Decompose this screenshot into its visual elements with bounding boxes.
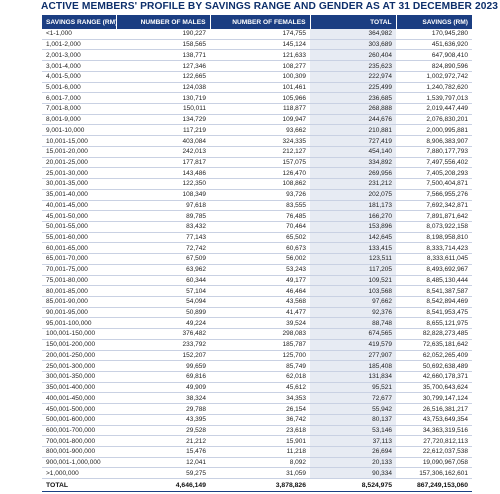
cell-number-of-females: 105,966: [210, 93, 310, 104]
column-header-total: TOTAL: [310, 15, 396, 29]
cell-savings-range: 65,001-70,000: [42, 254, 116, 265]
table-row: [42, 447, 472, 458]
cell-number-of-females: 34,353: [210, 393, 310, 404]
cell-number-of-males: 158,565: [116, 39, 210, 50]
cell-number-of-females: 108,862: [210, 179, 310, 190]
cell-number-of-females: 39,524: [210, 318, 310, 329]
cell-savings: 2,019,447,449: [396, 104, 472, 115]
savings-table: [42, 15, 472, 492]
cell-total: 37,113: [310, 436, 396, 447]
cell-number-of-males: 242,013: [116, 146, 210, 157]
cell-number-of-males: 150,011: [116, 104, 210, 115]
table-row: [42, 168, 472, 179]
cell-number-of-males: 152,207: [116, 350, 210, 361]
cell-savings-range: 80,001-85,000: [42, 286, 116, 297]
cell-total: 166,270: [310, 211, 396, 222]
cell-savings: 7,497,556,402: [396, 157, 472, 168]
cell-savings: 34,363,319,516: [396, 425, 472, 436]
cell-number-of-females: 36,742: [210, 414, 310, 425]
cell-savings-range: 500,001-600,000: [42, 414, 116, 425]
cell-number-of-males: 49,224: [116, 318, 210, 329]
cell-number-of-males: 60,344: [116, 275, 210, 286]
cell-savings: 8,906,383,907: [396, 136, 472, 147]
cell-savings-range: 30,001-35,000: [42, 179, 116, 190]
cell-number-of-males: 143,486: [116, 168, 210, 179]
cell-number-of-males: 99,659: [116, 361, 210, 372]
cell-savings-range: 200,001-250,000: [42, 350, 116, 361]
cell-number-of-females: 43,568: [210, 296, 310, 307]
table-row: [42, 318, 472, 329]
cell-savings-range: 7,001-8,000: [42, 104, 116, 115]
cell-savings-range: 5,001-6,000: [42, 82, 116, 93]
cell-number-of-males: 49,909: [116, 382, 210, 393]
cell-total: 53,146: [310, 425, 396, 436]
cell-number-of-females: 31,059: [210, 468, 310, 479]
cell-number-of-males: 89,785: [116, 211, 210, 222]
cell-number-of-males: 108,349: [116, 189, 210, 200]
cell-number-of-males: 63,962: [116, 264, 210, 275]
cell-savings: 7,405,208,293: [396, 168, 472, 179]
cell-savings-range: 250,001-300,000: [42, 361, 116, 372]
table-row: [42, 382, 472, 393]
cell-number-of-females: 100,309: [210, 71, 310, 82]
page-title: ACTIVE MEMBERS' PROFILE BY SAVINGS RANGE AND GENDER AS AT 31 DECEMBER 2023: [41, 1, 499, 12]
cell-savings: 8,333,611,045: [396, 254, 472, 265]
cell-number-of-males: 83,432: [116, 221, 210, 232]
cell-number-of-females: 60,673: [210, 243, 310, 254]
table-row: [42, 296, 472, 307]
cell-number-of-males: 72,742: [116, 243, 210, 254]
cell-savings-range: 4,001-5,000: [42, 71, 116, 82]
cell-number-of-females: 49,177: [210, 275, 310, 286]
table-row: [42, 372, 472, 383]
table-row: [42, 39, 472, 50]
cell-number-of-females: 26,154: [210, 404, 310, 415]
cell-number-of-females: 108,277: [210, 61, 310, 72]
table-row: [42, 114, 472, 125]
cell-number-of-males: 57,104: [116, 286, 210, 297]
cell-savings-range: 85,001-90,000: [42, 296, 116, 307]
cell-number-of-females: 23,618: [210, 425, 310, 436]
cell-savings-range: 95,001-100,000: [42, 318, 116, 329]
cell-savings-range: 8,001-9,000: [42, 114, 116, 125]
cell-savings: 647,908,410: [396, 50, 472, 61]
cell-savings: 8,485,130,444: [396, 275, 472, 286]
cell-savings: 8,198,958,810: [396, 232, 472, 243]
cell-total: 109,521: [310, 275, 396, 286]
cell-number-of-females: 93,726: [210, 189, 310, 200]
cell-number-of-males: 38,324: [116, 393, 210, 404]
cell-savings-range: 45,001-50,000: [42, 211, 116, 222]
cell-total: 303,689: [310, 39, 396, 50]
cell-savings: 72,635,181,642: [396, 339, 472, 350]
cell-number-of-females: 46,464: [210, 286, 310, 297]
table-row: [42, 339, 472, 350]
cell-number-of-females: 298,083: [210, 329, 310, 340]
cell-number-of-males: 117,219: [116, 125, 210, 136]
cell-number-of-males: 69,816: [116, 372, 210, 383]
cell-number-of-females: 62,018: [210, 372, 310, 383]
total-row: [42, 479, 472, 492]
cell-savings-range: 400,001-450,000: [42, 393, 116, 404]
cell-number-of-females: 45,612: [210, 382, 310, 393]
cell-savings: 7,692,342,871: [396, 200, 472, 211]
cell-savings-range: 70,001-75,000: [42, 264, 116, 275]
cell-total: 244,676: [310, 114, 396, 125]
cell-number-of-males: 12,041: [116, 457, 210, 468]
total-females: 3,878,826: [210, 479, 310, 492]
table-footer: [42, 479, 472, 492]
cell-total: 55,942: [310, 404, 396, 415]
cell-savings-range: 6,001-7,000: [42, 93, 116, 104]
table-row: [42, 350, 472, 361]
table-row: [42, 50, 472, 61]
cell-number-of-males: 124,038: [116, 82, 210, 93]
cell-total: 72,677: [310, 393, 396, 404]
cell-total: 92,376: [310, 307, 396, 318]
cell-number-of-females: 65,502: [210, 232, 310, 243]
table-row: [42, 93, 472, 104]
cell-number-of-females: 212,127: [210, 146, 310, 157]
cell-total: 334,892: [310, 157, 396, 168]
cell-total: 231,212: [310, 179, 396, 190]
table-row: [42, 414, 472, 425]
cell-savings: 26,516,381,217: [396, 404, 472, 415]
cell-total: 225,499: [310, 82, 396, 93]
table-row: [42, 232, 472, 243]
cell-number-of-females: 109,947: [210, 114, 310, 125]
cell-number-of-females: 41,477: [210, 307, 310, 318]
cell-total: 131,834: [310, 372, 396, 383]
cell-savings-range: 350,001-400,000: [42, 382, 116, 393]
table-row: [42, 179, 472, 190]
table-row: [42, 404, 472, 415]
cell-total: 123,511: [310, 254, 396, 265]
cell-savings: 42,660,178,371: [396, 372, 472, 383]
table-row: [42, 264, 472, 275]
cell-savings: 22,612,037,538: [396, 447, 472, 458]
cell-savings-range: 35,001-40,000: [42, 189, 116, 200]
cell-number-of-males: 50,899: [116, 307, 210, 318]
cell-savings: 170,945,280: [396, 29, 472, 39]
cell-number-of-females: 8,092: [210, 457, 310, 468]
table-row: [42, 457, 472, 468]
cell-savings: 451,636,920: [396, 39, 472, 50]
cell-savings-range: <1-1,000: [42, 29, 116, 39]
cell-number-of-females: 324,335: [210, 136, 310, 147]
cell-number-of-females: 125,700: [210, 350, 310, 361]
cell-total: 419,579: [310, 339, 396, 350]
cell-number-of-females: 185,787: [210, 339, 310, 350]
cell-savings-range: 25,001-30,000: [42, 168, 116, 179]
cell-savings-range: 300,001-350,000: [42, 372, 116, 383]
cell-total: 95,521: [310, 382, 396, 393]
cell-total: 153,896: [310, 221, 396, 232]
cell-total: 142,645: [310, 232, 396, 243]
cell-number-of-females: 145,124: [210, 39, 310, 50]
cell-savings: 27,720,812,113: [396, 436, 472, 447]
table-row: [42, 275, 472, 286]
total-males: 4,646,149: [116, 479, 210, 492]
cell-number-of-females: 56,002: [210, 254, 310, 265]
cell-savings-range: 2,001-3,000: [42, 50, 116, 61]
cell-savings: 8,073,922,158: [396, 221, 472, 232]
table-row: [42, 136, 472, 147]
table-row: [42, 361, 472, 372]
table-row: [42, 125, 472, 136]
cell-savings: 8,333,714,423: [396, 243, 472, 254]
cell-savings: 62,052,265,409: [396, 350, 472, 361]
cell-number-of-males: 59,275: [116, 468, 210, 479]
cell-total: 133,415: [310, 243, 396, 254]
cell-number-of-females: 93,662: [210, 125, 310, 136]
cell-number-of-males: 233,792: [116, 339, 210, 350]
cell-number-of-females: 70,464: [210, 221, 310, 232]
cell-savings: 8,493,692,967: [396, 264, 472, 275]
cell-savings-range: 3,001-4,000: [42, 61, 116, 72]
cell-number-of-males: 43,395: [116, 414, 210, 425]
cell-total: 26,694: [310, 447, 396, 458]
cell-savings: 8,541,953,475: [396, 307, 472, 318]
cell-number-of-males: 138,771: [116, 50, 210, 61]
cell-savings: 1,539,797,013: [396, 93, 472, 104]
cell-total: 727,419: [310, 136, 396, 147]
table-row: [42, 307, 472, 318]
cell-number-of-females: 126,470: [210, 168, 310, 179]
table-row: [42, 189, 472, 200]
cell-total: 88,748: [310, 318, 396, 329]
cell-total: 117,205: [310, 264, 396, 275]
cell-total: 454,140: [310, 146, 396, 157]
cell-savings-range: >1,000,000: [42, 468, 116, 479]
cell-savings-range: 150,001-200,000: [42, 339, 116, 350]
table-row: [42, 286, 472, 297]
cell-savings: 50,692,638,489: [396, 361, 472, 372]
cell-number-of-females: 174,755: [210, 29, 310, 39]
cell-number-of-males: 122,665: [116, 71, 210, 82]
cell-savings: 19,090,967,058: [396, 457, 472, 468]
cell-number-of-females: 157,075: [210, 157, 310, 168]
table-row: [42, 425, 472, 436]
cell-total: 90,334: [310, 468, 396, 479]
cell-savings: 8,541,387,587: [396, 286, 472, 297]
cell-savings-range: 40,001-45,000: [42, 200, 116, 211]
cell-number-of-males: 130,719: [116, 93, 210, 104]
cell-savings-range: 450,001-500,000: [42, 404, 116, 415]
cell-savings-range: 900,001-1,000,000: [42, 457, 116, 468]
cell-number-of-females: 83,555: [210, 200, 310, 211]
cell-total: 185,408: [310, 361, 396, 372]
cell-savings-range: 50,001-55,000: [42, 221, 116, 232]
cell-savings: 82,828,273,485: [396, 329, 472, 340]
column-header-savings: SAVINGS (RM): [396, 15, 472, 29]
cell-savings: 157,306,162,601: [396, 468, 472, 479]
cell-total: 277,907: [310, 350, 396, 361]
cell-number-of-males: 122,350: [116, 179, 210, 190]
cell-savings: 824,890,596: [396, 61, 472, 72]
cell-number-of-females: 11,218: [210, 447, 310, 458]
table-row: [42, 200, 472, 211]
table-row: [42, 468, 472, 479]
table-row: [42, 29, 472, 39]
cell-number-of-females: 15,901: [210, 436, 310, 447]
cell-number-of-females: 101,461: [210, 82, 310, 93]
table-row: [42, 82, 472, 93]
cell-savings: 43,753,649,354: [396, 414, 472, 425]
cell-number-of-males: 97,618: [116, 200, 210, 211]
cell-savings-range: 10,001-15,000: [42, 136, 116, 147]
cell-total: 364,982: [310, 29, 396, 39]
cell-number-of-females: 53,243: [210, 264, 310, 275]
cell-savings: 30,799,147,124: [396, 393, 472, 404]
cell-savings: 1,240,782,620: [396, 82, 472, 93]
total-label: TOTAL: [42, 479, 116, 492]
cell-savings-range: 75,001-80,000: [42, 275, 116, 286]
cell-number-of-males: 15,476: [116, 447, 210, 458]
cell-savings: 7,880,177,793: [396, 146, 472, 157]
cell-savings: 1,002,972,742: [396, 71, 472, 82]
cell-savings-range: 1,001-2,000: [42, 39, 116, 50]
table-row: [42, 61, 472, 72]
cell-number-of-males: 403,084: [116, 136, 210, 147]
cell-number-of-males: 29,788: [116, 404, 210, 415]
cell-number-of-males: 177,817: [116, 157, 210, 168]
cell-total: 222,974: [310, 71, 396, 82]
cell-total: 235,623: [310, 61, 396, 72]
cell-total: 97,662: [310, 296, 396, 307]
total-savings: 867,249,153,060: [396, 479, 472, 492]
cell-number-of-males: 77,143: [116, 232, 210, 243]
cell-total: 260,404: [310, 50, 396, 61]
table-header: [42, 15, 472, 29]
total-members: 8,524,975: [310, 479, 396, 492]
cell-savings-range: 90,001-95,000: [42, 307, 116, 318]
table-row: [42, 221, 472, 232]
table-row: [42, 436, 472, 447]
cell-total: 210,881: [310, 125, 396, 136]
cell-number-of-females: 121,633: [210, 50, 310, 61]
table-row: [42, 393, 472, 404]
table-row: [42, 157, 472, 168]
cell-number-of-males: 29,528: [116, 425, 210, 436]
cell-number-of-males: 21,212: [116, 436, 210, 447]
cell-number-of-males: 54,094: [116, 296, 210, 307]
column-header-number-of-males: NUMBER OF MALES: [116, 15, 210, 29]
cell-total: 103,568: [310, 286, 396, 297]
column-header-savings-range: SAVINGS RANGE (RM): [42, 15, 116, 29]
cell-total: 268,888: [310, 104, 396, 115]
table-row: [42, 71, 472, 82]
table-row: [42, 104, 472, 115]
table-row: [42, 211, 472, 222]
cell-savings: 2,000,995,881: [396, 125, 472, 136]
table-body: [42, 29, 472, 479]
cell-number-of-females: 118,877: [210, 104, 310, 115]
cell-total: 181,173: [310, 200, 396, 211]
cell-total: 202,075: [310, 189, 396, 200]
cell-total: 269,956: [310, 168, 396, 179]
cell-savings-range: 55,001-60,000: [42, 232, 116, 243]
cell-number-of-males: 127,346: [116, 61, 210, 72]
cell-total: 236,685: [310, 93, 396, 104]
cell-total: 20,133: [310, 457, 396, 468]
table-row: [42, 254, 472, 265]
cell-savings-range: 20,001-25,000: [42, 157, 116, 168]
cell-savings-range: 800,001-900,000: [42, 447, 116, 458]
cell-savings-range: 700,001-800,000: [42, 436, 116, 447]
cell-savings: 7,500,404,871: [396, 179, 472, 190]
table-row: [42, 146, 472, 157]
cell-savings-range: 600,001-700,000: [42, 425, 116, 436]
cell-number-of-males: 67,509: [116, 254, 210, 265]
cell-savings-range: 15,001-20,000: [42, 146, 116, 157]
cell-number-of-males: 134,729: [116, 114, 210, 125]
cell-number-of-males: 376,482: [116, 329, 210, 340]
cell-total: 80,137: [310, 414, 396, 425]
table-row: [42, 243, 472, 254]
cell-savings: 8,542,894,469: [396, 296, 472, 307]
cell-savings: 2,076,830,201: [396, 114, 472, 125]
cell-savings: 35,700,643,624: [396, 382, 472, 393]
cell-savings-range: 100,001-150,000: [42, 329, 116, 340]
cell-savings: 7,566,955,276: [396, 189, 472, 200]
cell-number-of-males: 190,227: [116, 29, 210, 39]
cell-total: 674,565: [310, 329, 396, 340]
table-row: [42, 329, 472, 340]
cell-savings-range: 60,001-65,000: [42, 243, 116, 254]
cell-number-of-females: 85,749: [210, 361, 310, 372]
cell-savings: 7,891,871,642: [396, 211, 472, 222]
cell-number-of-females: 76,485: [210, 211, 310, 222]
cell-savings: 8,655,121,975: [396, 318, 472, 329]
column-header-number-of-females: NUMBER OF FEMALES: [210, 15, 310, 29]
cell-savings-range: 9,001-10,000: [42, 125, 116, 136]
